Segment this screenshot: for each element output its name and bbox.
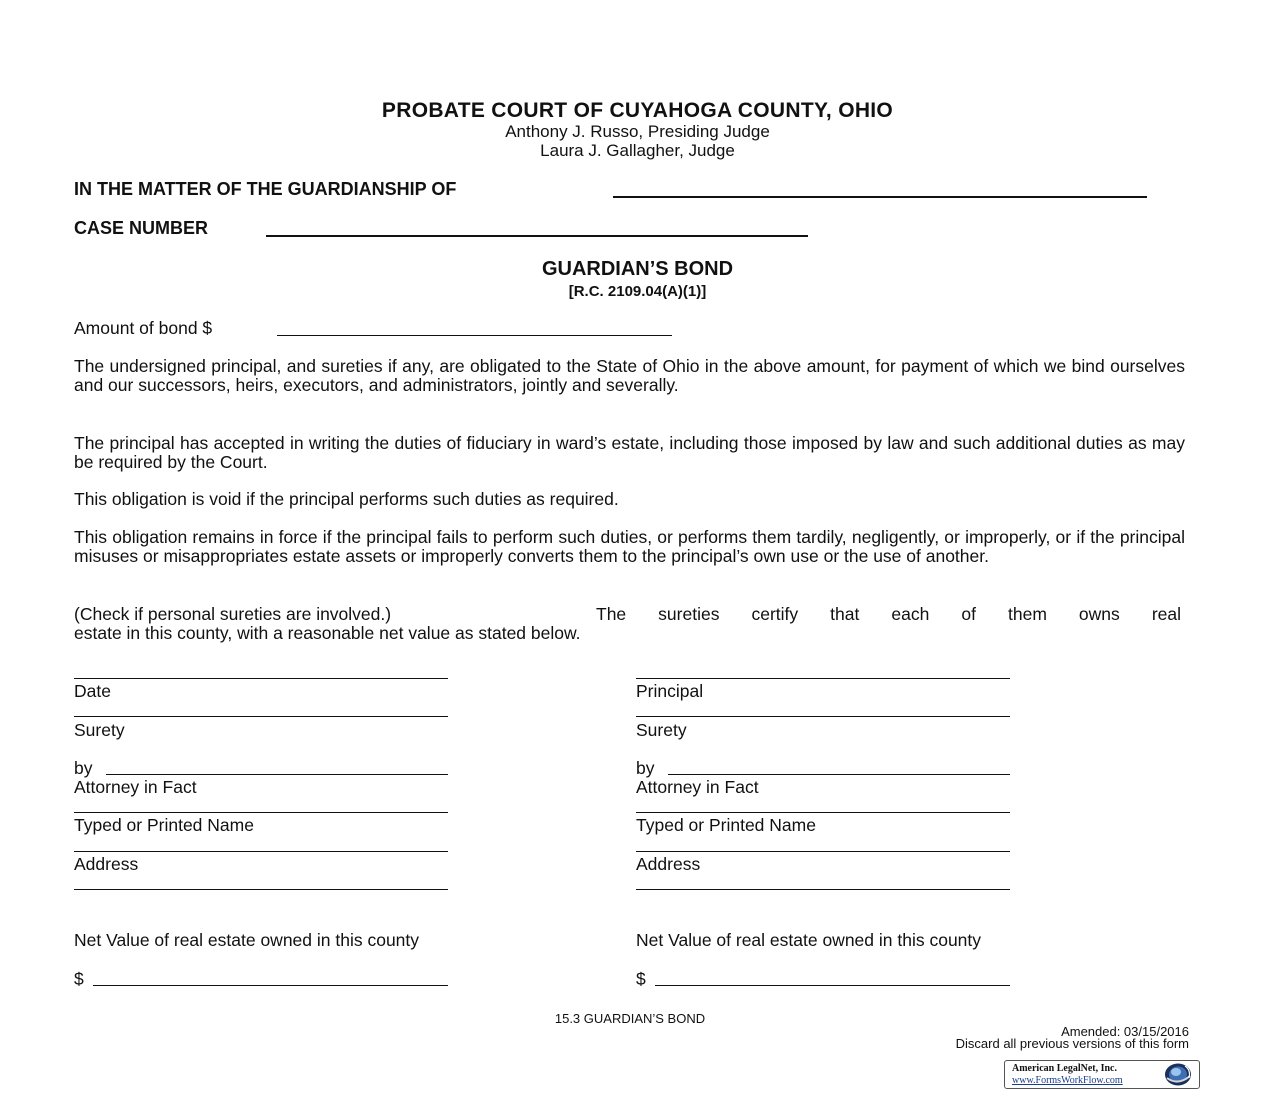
right-by-line[interactable]: [668, 774, 1010, 775]
right-address-line[interactable]: [636, 851, 1010, 852]
court-title: PROBATE COURT OF CUYAHOGA COUNTY, OHIO: [381, 99, 894, 122]
sureties-text-line2: estate in this county, with a reasonable net value as stated below.: [74, 623, 581, 643]
form-id: 15.3 GUARDIAN’S BOND: [554, 1011, 706, 1026]
principal-line[interactable]: [636, 678, 1010, 679]
left-address-label: Address: [74, 854, 139, 874]
right-surety-line[interactable]: [636, 716, 1010, 717]
left-by-label: by: [74, 758, 93, 778]
logo-company: American LegalNet, Inc.: [1012, 1063, 1117, 1074]
left-dollar-sign: $: [74, 969, 84, 989]
left-address-line-2[interactable]: [74, 889, 448, 890]
sureties-text-line1: The sureties certify that each of them owns real: [596, 605, 1181, 624]
case-number-field[interactable]: [266, 235, 808, 237]
presiding-judge: Anthony J. Russo, Presiding Judge: [505, 122, 770, 141]
amount-field[interactable]: [277, 335, 672, 336]
right-attorney-label: Attorney in Fact: [636, 777, 759, 797]
globe-icon: [1163, 1062, 1193, 1087]
right-net-value-field[interactable]: [655, 985, 1010, 986]
principal-label: Principal: [636, 681, 704, 701]
paragraph-void: This obligation is void if the principal performs such duties as required.: [74, 489, 619, 509]
form-title: GUARDIAN’S BOND: [541, 258, 734, 280]
left-surety-label: Surety: [74, 720, 125, 740]
left-surety-line[interactable]: [74, 716, 448, 717]
left-by-line[interactable]: [106, 774, 448, 775]
right-by-label: by: [636, 758, 655, 778]
right-address-line-2[interactable]: [636, 889, 1010, 890]
amended-date: Amended: 03/15/2016: [1061, 1024, 1189, 1039]
paragraph-in-force: This obligation remains in force if the principal fails to perform such duties, or performs them tardily, negligently, or improperly, or if the principal misuses or misappropriates estate assets or improperly converts them to the principal’s own use or the use of another.: [74, 527, 1185, 566]
date-line[interactable]: [74, 678, 448, 679]
judge-name: Laura J. Gallagher, Judge: [540, 141, 735, 160]
paragraph-sureties-certify: [74, 605, 1181, 643]
left-net-value-label: Net Value of real estate owned in this county: [74, 930, 420, 950]
left-name-line[interactable]: [74, 812, 448, 813]
check-label: (Check if personal sureties are involved.): [74, 604, 392, 624]
amount-label: Amount of bond $: [74, 318, 213, 338]
logo-website[interactable]: www.FormsWorkFlow.com: [1012, 1075, 1123, 1086]
paragraph-duties: The principal has accepted in writing the duties of fiduciary in ward’s estate, including those imposed by law and such additional duties as may be required by the Court.: [74, 433, 1185, 472]
paragraph-obligation: The undersigned principal, and sureties if any, are obligated to the State of Ohio in the above amount, for payment of which we bind ourselves and our successors, heirs, executors, and administrators, jointly and severally.: [74, 356, 1185, 395]
right-name-line[interactable]: [636, 812, 1010, 813]
right-dollar-sign: $: [636, 969, 646, 989]
right-address-label: Address: [636, 854, 701, 874]
discard-notice: Discard all previous versions of this form: [955, 1036, 1189, 1051]
left-attorney-label: Attorney in Fact: [74, 777, 197, 797]
date-label: Date: [74, 681, 111, 701]
right-name-label: Typed or Printed Name: [636, 815, 816, 835]
left-net-value-field[interactable]: [93, 985, 448, 986]
american-legalnet-logo[interactable]: [1004, 1060, 1200, 1089]
case-number-label: CASE NUMBER: [74, 218, 209, 238]
right-net-value-label: Net Value of real estate owned in this county: [636, 930, 982, 950]
form-citation: [R.C. 2109.04(A)(1)]: [568, 283, 707, 300]
left-address-line[interactable]: [74, 851, 448, 852]
left-name-label: Typed or Printed Name: [74, 815, 254, 835]
right-surety-label: Surety: [636, 720, 687, 740]
matter-label: IN THE MATTER OF THE GUARDIANSHIP OF: [74, 179, 457, 199]
guardianship-name-field[interactable]: [613, 196, 1147, 198]
